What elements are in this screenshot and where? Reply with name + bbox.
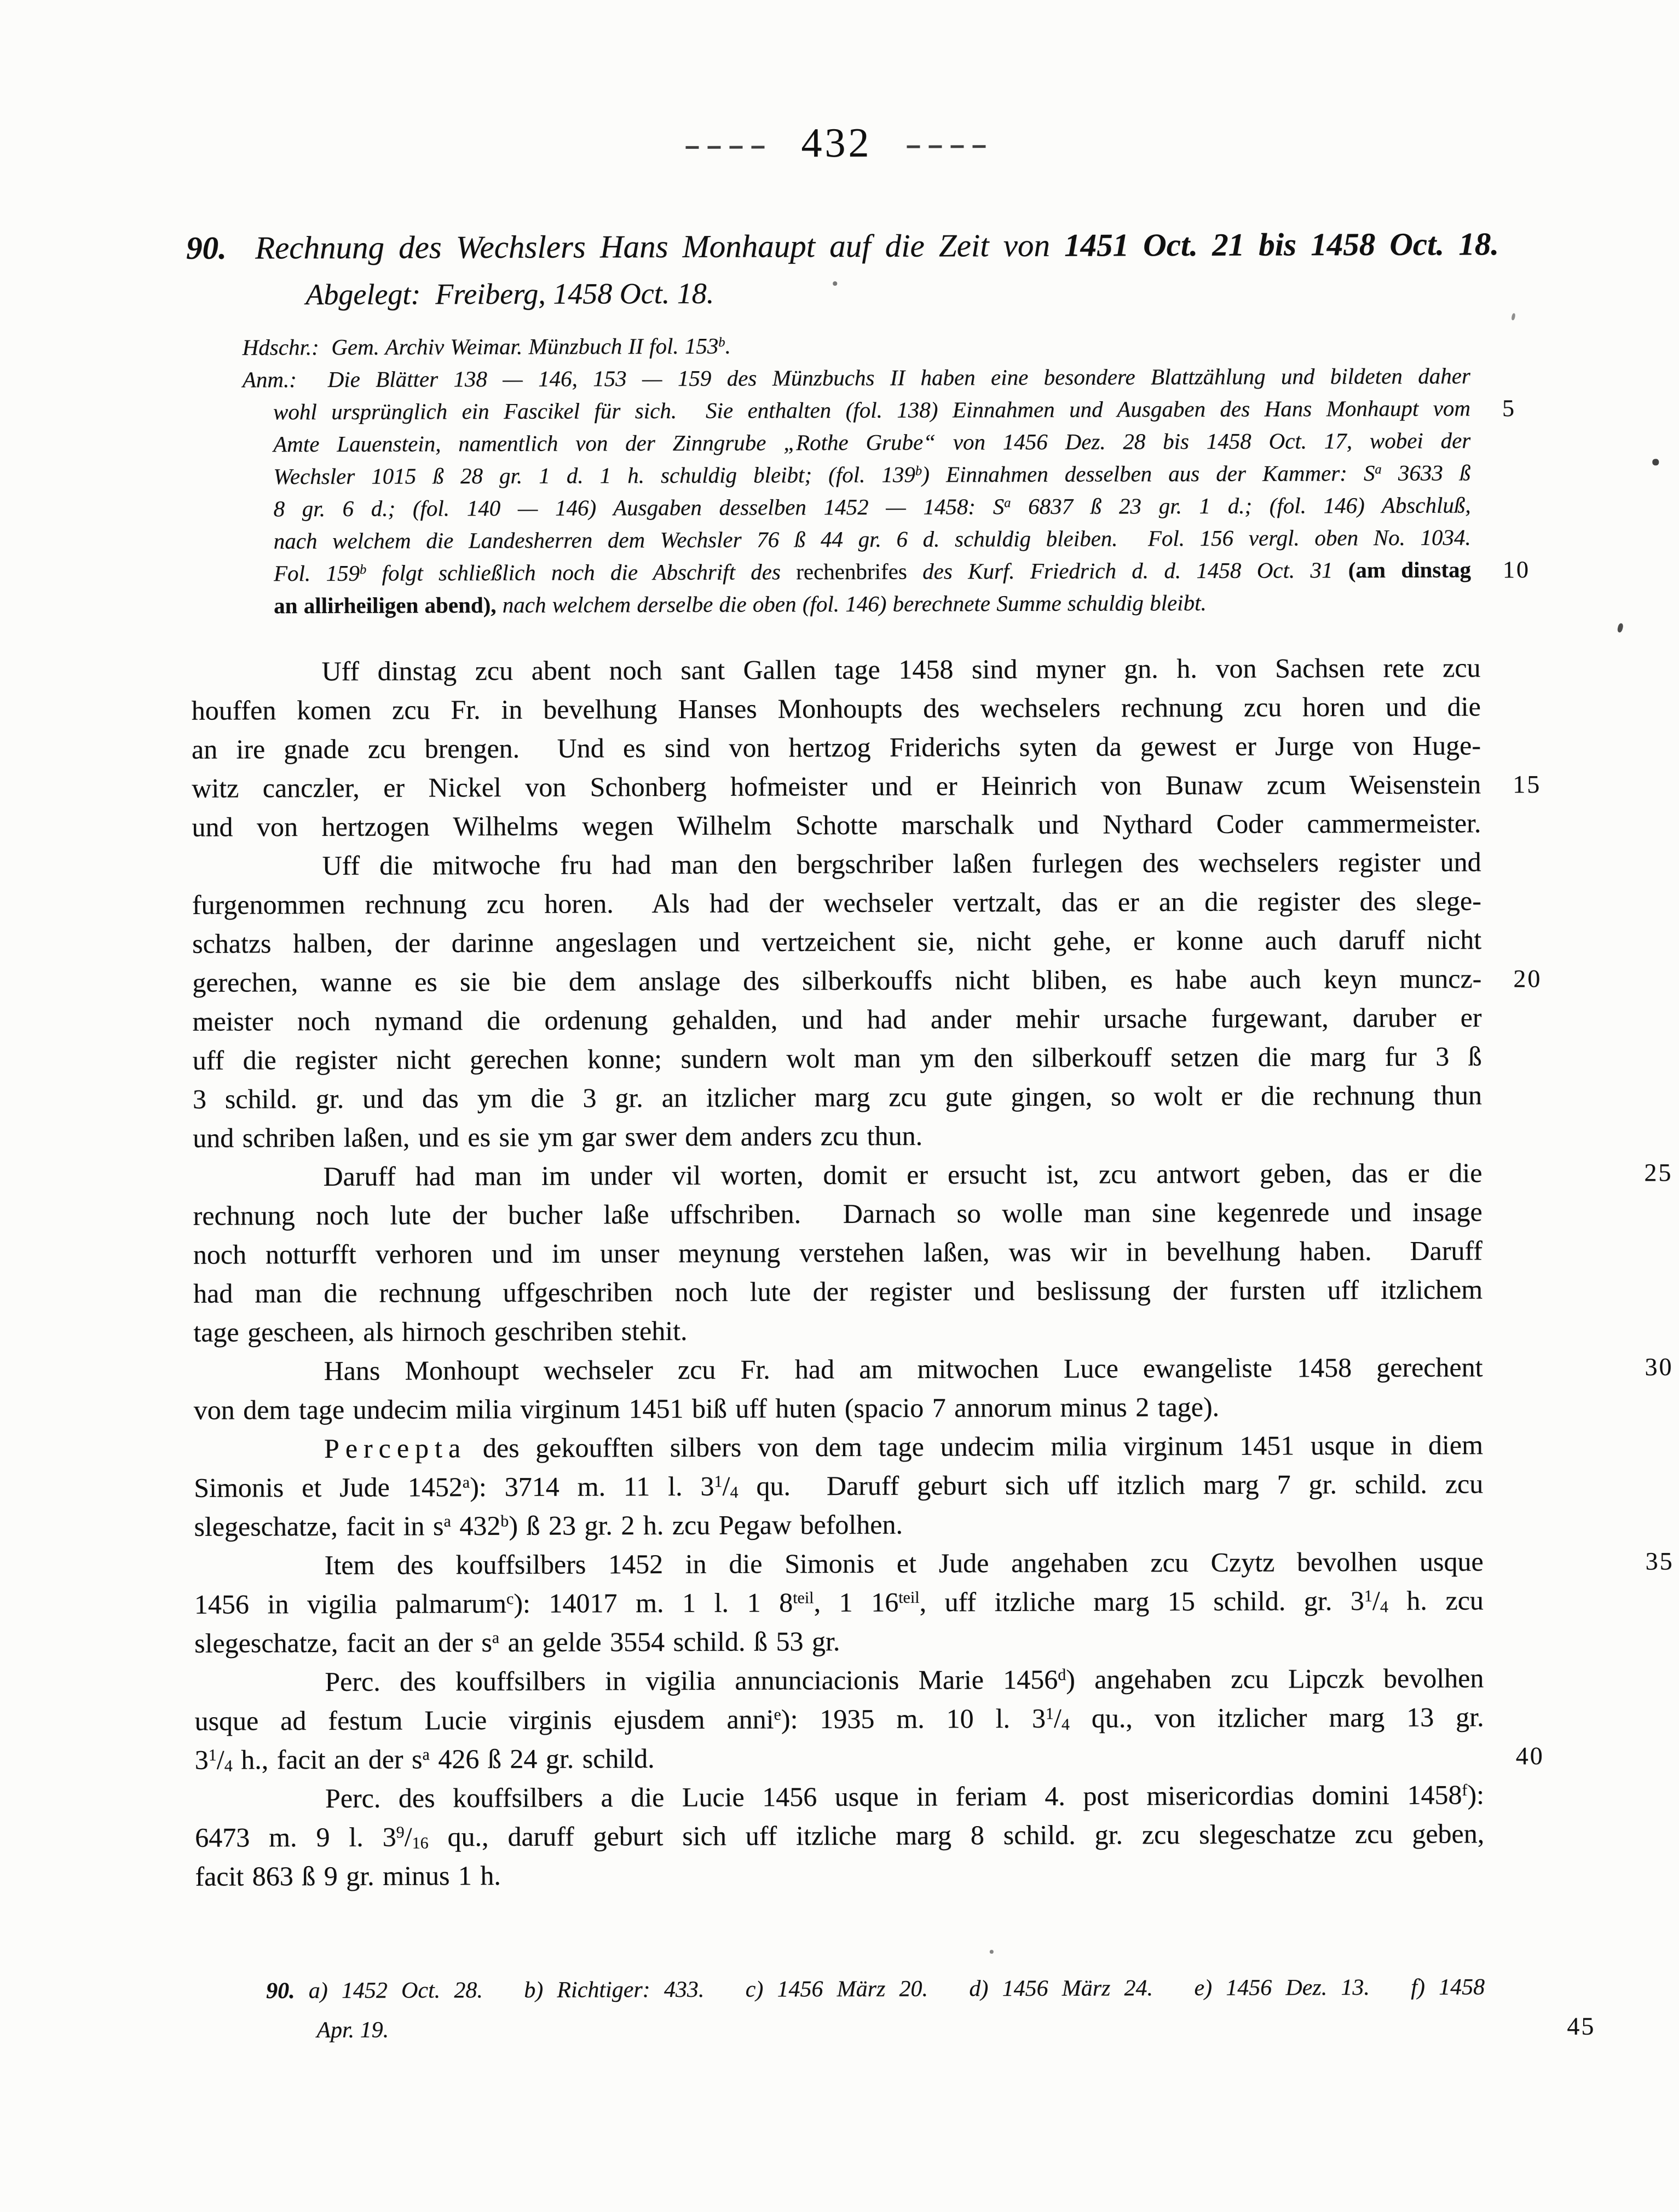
scan-speck xyxy=(1617,623,1624,633)
text-segment: 3633 ß xyxy=(1381,460,1471,486)
text-segment: qu. Daruff geburt sich uff itzlich marg 7 gr. schild. zcu xyxy=(738,1468,1484,1501)
text-segment: 9 xyxy=(396,1823,405,1841)
text-segment: / xyxy=(216,1744,224,1775)
text-segment: a xyxy=(462,1473,470,1492)
body-line xyxy=(193,1076,1482,1118)
apparatus-notes xyxy=(242,327,1531,622)
apparatus-line xyxy=(243,327,1470,363)
text-segment: Wechsler 1015 ß 28 gr. 1 d. 1 h. schuldig bleibt; (fol. 139 xyxy=(273,461,915,489)
header-rule-right xyxy=(907,145,989,148)
body-line xyxy=(193,1114,1482,1157)
apparatus-line xyxy=(243,392,1516,428)
body-line xyxy=(194,1387,1483,1429)
body-line xyxy=(194,1503,1483,1546)
text-segment: folgt schließlich noch die Abschrift des xyxy=(366,559,797,586)
text-segment: 4 xyxy=(1061,1715,1070,1734)
text-segment: furgenommen rechnung zcu horen. Als had der wechseler vertzalt, das er an die register des slege- xyxy=(192,885,1481,920)
header-rule-left xyxy=(685,146,768,148)
body-line xyxy=(193,1348,1674,1390)
text-segment: 1451 Oct. 21 bis 1458 Oct. 18. xyxy=(1064,226,1499,263)
text-segment: 1 xyxy=(1364,1587,1372,1605)
text-segment: / xyxy=(1053,1702,1061,1734)
text-segment: b xyxy=(915,463,922,478)
margin-line-number: 30 xyxy=(1645,1353,1674,1381)
text-segment: 6473 m. 9 l. 3 xyxy=(195,1821,396,1853)
text-segment: 432 xyxy=(451,1510,501,1541)
text-segment: meister noch nymand die ordenung gehalden, und had ander mehir ursache furgewant, daruber er xyxy=(192,1002,1482,1037)
body-line xyxy=(194,1736,1544,1779)
text-segment: noch notturfft verhoren und im unser meynung verstehen laßen, was wir in bevelhung haben. Daruff xyxy=(193,1235,1482,1270)
text-segment: , 1 16 xyxy=(813,1586,899,1618)
text-segment: a xyxy=(422,1745,430,1764)
apparatus-line xyxy=(243,457,1470,493)
body-line xyxy=(194,1425,1483,1468)
text-segment: 3 xyxy=(194,1744,209,1775)
body-line xyxy=(192,765,1542,807)
text-segment: uff die register nicht gerechen konne; sundern wolt man ym den silberkouff setzen die marg fur 3 ß xyxy=(192,1041,1482,1076)
text-segment: qu., daruff geburt sich uff itzliche marg 8 schild. gr. zcu slegeschatze zcu geben, xyxy=(428,1818,1485,1852)
text-segment: rechenbrifes xyxy=(796,558,907,585)
text-segment: 1456 in vigilia palmarum xyxy=(194,1587,507,1620)
text-segment: witz canczler, er Nickel von Schonberg hofmeister und er Heinrich von Bunaw zcum Weisenstein xyxy=(192,769,1481,804)
text-segment: ): 1935 m. 10 l. 3 xyxy=(781,1702,1046,1735)
body-line xyxy=(192,959,1542,1002)
text-segment: ): 3714 m. 11 l. 3 xyxy=(470,1470,714,1503)
text-segment: Simonis et Jude 1452 xyxy=(194,1471,463,1503)
margin-line-number: 35 xyxy=(1645,1547,1674,1575)
text-segment: (am dinstag xyxy=(1348,557,1471,583)
scan-speck xyxy=(990,1950,994,1954)
body-line xyxy=(191,648,1480,691)
text-segment: tage gescheen, als hirnoch geschriben stehit. xyxy=(193,1315,688,1348)
margin-line-number: 15 xyxy=(1513,770,1542,799)
body-line xyxy=(192,998,1481,1041)
text-segment: 8 gr. 6 d.; (fol. 140 — 146) Ausgaben desselben 1452 — 1458: S xyxy=(273,494,1005,522)
text-segment: c xyxy=(506,1590,514,1608)
text-segment: des Kurf. Friedrich d. d. 1458 Oct. 31 xyxy=(907,557,1348,584)
text-segment: und von hertzogen Wilhelms wegen Wilhelm Schotte marschalk und Nythard Coder cammermeister. xyxy=(192,807,1481,842)
body-line xyxy=(193,1192,1482,1235)
text-segment: Apr. 19. xyxy=(316,2017,389,2043)
body-line xyxy=(192,804,1481,846)
text-segment: a xyxy=(492,1628,500,1647)
apparatus-line xyxy=(243,424,1470,460)
body-text xyxy=(191,648,1674,1896)
body-line xyxy=(195,1853,1484,1896)
text-segment: des gekoufften silbers von dem tage undecim milia virginum 1451 usque in diem xyxy=(466,1429,1484,1464)
text-segment: houffen komen zcu Fr. in bevelhung Hanses Monhoupts des wechselers rechnung zcu horen und die xyxy=(191,691,1481,726)
footnotes xyxy=(266,1967,1596,2050)
text-segment: e xyxy=(774,1705,781,1724)
body-line xyxy=(194,1464,1483,1507)
text-segment: f xyxy=(1462,1781,1468,1799)
body-line xyxy=(192,687,1481,730)
text-segment: 4 xyxy=(1380,1598,1388,1616)
body-line xyxy=(192,726,1481,769)
text-segment: 4 xyxy=(730,1483,738,1501)
scan-speck xyxy=(1511,313,1516,321)
text-segment: gerechen, wanne es sie bie dem anslage des silberkouffs nicht bliben, es habe auch keyn muncz- xyxy=(192,963,1482,998)
margin-line-number: 10 xyxy=(1502,556,1531,584)
body-line xyxy=(193,1270,1482,1313)
apparatus-line xyxy=(243,586,1471,622)
text-segment: qu., von itzlicher marg 13 gr. xyxy=(1069,1701,1484,1734)
text-segment: 1 xyxy=(714,1472,723,1491)
heading-line xyxy=(186,220,1499,272)
margin-line-number: 45 xyxy=(1567,2012,1596,2040)
scan-speck xyxy=(833,281,837,286)
text-segment: an ire gnade zcu brengen. Und es sind von hertzog Friderichs syten da gewest er Jurge von Huge- xyxy=(191,730,1481,765)
text-segment: b xyxy=(500,1512,509,1531)
text-segment: 6837 ß 23 gr. 1 d.; (fol. 146) Abschluß, xyxy=(1011,492,1471,519)
text-segment: / xyxy=(404,1821,412,1852)
text-segment: Fol. 159 xyxy=(273,560,360,586)
text-segment: 426 ß 24 gr. schild. xyxy=(429,1743,655,1775)
text-segment: , uff itzliche marg 15 schild. gr. 3 xyxy=(919,1585,1364,1618)
body-line xyxy=(194,1581,1484,1624)
text-segment: ): 14017 m. 1 l. 1 8 xyxy=(513,1587,793,1619)
text-segment: teil xyxy=(898,1588,920,1607)
text-segment: rechnung noch lute der bucher laße uffschriben. Darnach so wolle man sine kegenrede und insage xyxy=(193,1196,1482,1231)
text-segment: h. zcu xyxy=(1388,1585,1484,1616)
apparatus-line xyxy=(243,489,1470,525)
text-segment: Perc. des kouffsilbers in vigilia annunciacionis Marie 1456 xyxy=(325,1664,1058,1697)
text-segment: slegeschatze, facit an der s xyxy=(194,1626,492,1659)
text-segment: slegeschatze, facit in s xyxy=(194,1510,444,1542)
margin-line-number: 20 xyxy=(1513,964,1542,993)
scan-speck xyxy=(1652,459,1659,465)
text-segment: d xyxy=(1058,1666,1066,1684)
text-segment: 16 xyxy=(412,1834,429,1852)
text-segment: ) angehaben zcu Lipczk bevolhen xyxy=(1066,1662,1484,1695)
body-line xyxy=(193,1309,1482,1352)
body-line xyxy=(192,881,1481,924)
heading-line xyxy=(186,267,1499,319)
text-segment: Hdschr.: Gem. Archiv Weimar. Münzbuch II fol. 153 xyxy=(242,333,719,360)
text-segment: 1 xyxy=(208,1746,217,1765)
footnote-line xyxy=(266,2007,1596,2050)
body-line xyxy=(195,1775,1484,1818)
margin-line-number: 40 xyxy=(1515,1741,1544,1770)
text-segment: Hans Monhoupt wechseler zcu Fr. had am mitwochen Luce ewangeliste 1458 gerechent xyxy=(324,1352,1483,1386)
text-segment: usque ad festum Lucie virginis ejusdem anni xyxy=(194,1703,774,1736)
margin-line-number: 5 xyxy=(1502,395,1516,422)
text-segment: 3 schild. gr. und das ym die 3 gr. an itzlicher marg zcu gute gingen, so wolt er die rechnung thun xyxy=(192,1079,1482,1114)
text-segment: / xyxy=(722,1470,730,1501)
text-segment: Percepta xyxy=(324,1433,467,1464)
text-segment: / xyxy=(1372,1585,1380,1616)
text-segment: und schriben laßen, und es sie ym gar swer dem anders zcu thun. xyxy=(193,1120,923,1153)
text-segment: ) ß 23 gr. 2 h. zcu Pegaw befolhen. xyxy=(509,1509,903,1541)
body-line xyxy=(195,1814,1484,1857)
text-segment: nach welchem die Landesherren dem Wechsler 76 ß 44 gr. 6 d. schuldig bleiben. Fol. 156 vergl. oben No. 1034. xyxy=(273,524,1471,554)
text-segment: Perc. des kouffsilbers a die Lucie 1456 usque in feriam 4. post misericordias domini 1458 xyxy=(325,1779,1462,1814)
text-segment: nach welchem derselbe die oben (fol. 146) berechnete Summe schuldig bleibt. xyxy=(496,590,1207,617)
body-line xyxy=(194,1697,1484,1740)
body-line xyxy=(193,1037,1482,1079)
text-segment: an gelde 3554 schild. ß 53 gr. xyxy=(499,1626,840,1657)
text-segment: von dem tage undecim milia virginum 1451 biß uff huten (spacio 7 annorum minus 2 tage). xyxy=(193,1391,1220,1425)
entry-heading xyxy=(186,220,1499,319)
text-segment: a xyxy=(443,1512,451,1531)
text-segment: ) Einnahmen desselben aus der Kammer: S xyxy=(922,460,1375,487)
text-segment: 4 xyxy=(224,1757,233,1775)
text-segment: an allirheiligen abend), xyxy=(274,592,497,619)
text-segment: Abgelegt: Freiberg, 1458 Oct. 18. xyxy=(305,276,714,311)
text-segment: Daruff had man im under vil worten, domit er ersucht ist, zcu antwort geben, das er die xyxy=(323,1157,1482,1192)
body-line xyxy=(192,920,1481,963)
text-segment: Uff die mitwoche fru had man den bergschriber laßen furlegen des wechselers register und xyxy=(322,846,1481,881)
body-line xyxy=(193,1153,1673,1196)
text-segment: b xyxy=(359,562,367,577)
body-line xyxy=(194,1659,1484,1701)
text-segment: h., facit an der s xyxy=(232,1743,423,1775)
text-segment: Rechnung des Wechslers Hans Monhaupt auf die Zeit von xyxy=(226,227,1065,266)
text-segment: Uff dinstag zcu abent noch sant Gallen tage 1458 sind myner gn. h. von Sachsen rete zcu xyxy=(321,652,1481,686)
text-segment: b xyxy=(718,334,725,350)
text-segment: teil xyxy=(793,1589,814,1607)
footnote-line xyxy=(266,1967,1485,2011)
text-segment: wohl ursprünglich ein Fascikel für sich. Sie enthalten (fol. 138) Einnahmen und Ausgaben des Hans Monhaupt vom xyxy=(273,395,1471,425)
text-segment: Amte Lauenstein, namentlich von der Zinngrube „Rothe Grube“ von 1456 Dez. 28 bis 1458 Oct. 17, wobei der xyxy=(273,428,1471,457)
body-line xyxy=(194,1542,1674,1585)
body-line xyxy=(194,1620,1484,1662)
text-segment: facit 863 ß 9 gr. minus 1 h. xyxy=(195,1859,501,1892)
text-segment: schatzs halben, der darinne angeslagen und vertzeichent sie, nicht gehe, er konne auch daruff nicht xyxy=(192,924,1482,959)
text-segment: ): xyxy=(1467,1779,1485,1810)
body-line xyxy=(192,842,1481,885)
text-segment: a xyxy=(1004,495,1011,511)
text-segment: 90. xyxy=(186,229,227,266)
text-segment: a) 1452 Oct. 28. b) Richtiger: 433. c) 1456 März 20. d) 1456 März 24. e) 1456 Dez. 13. f) 1458 xyxy=(295,1974,1485,2004)
margin-line-number: 25 xyxy=(1644,1158,1673,1187)
body-line xyxy=(193,1231,1482,1274)
apparatus-line xyxy=(243,360,1470,396)
text-segment: Anm.: Die Blätter 138 — 146, 153 — 159 des Münzbuchs II haben eine besondere Blattzählung und bildeten daher xyxy=(242,363,1470,392)
page-number: 432 xyxy=(801,119,872,166)
apparatus-line xyxy=(243,553,1531,590)
text-segment: Item des kouffsilbers 1452 in die Simonis et Jude angehaben zcu Czytz bevolhen usque xyxy=(324,1546,1484,1580)
apparatus-line xyxy=(243,521,1471,557)
text-segment: 1 xyxy=(1045,1705,1054,1723)
text-segment: 90. xyxy=(266,1978,295,2004)
text-segment: a xyxy=(1375,462,1382,477)
text-segment: . xyxy=(725,333,731,359)
text-segment: had man die rechnung uffgeschriben noch lute der register und beslissung der fursten uff itzlichem xyxy=(193,1274,1483,1309)
